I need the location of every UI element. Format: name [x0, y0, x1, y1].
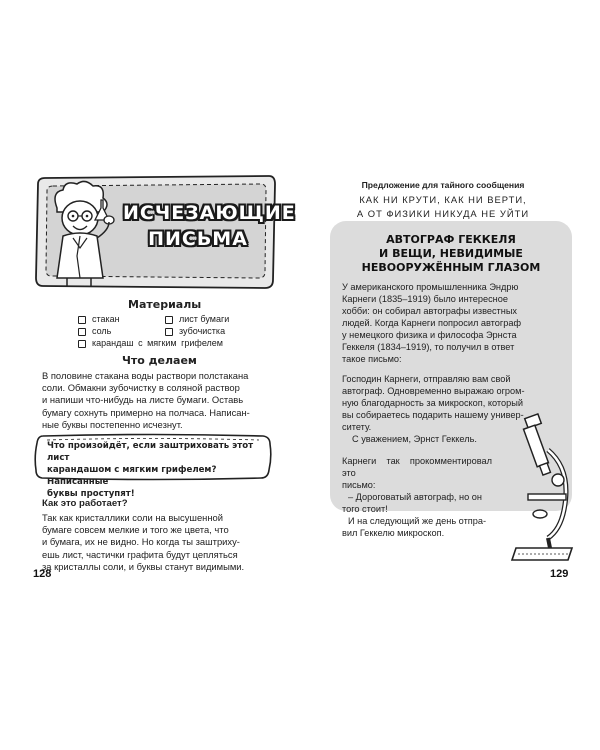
checkbox-icon: [78, 340, 86, 348]
material-label: карандаш с мягким грифелем: [92, 338, 223, 348]
text-line: ную благодарность за микроскоп, который: [342, 398, 523, 408]
phrase-line-1: КАК НИ КРУТИ, КАК НИ ВЕРТИ,: [359, 194, 527, 205]
text-line: и напиши что-нибудь на листе бумаги. Оставь: [42, 394, 244, 406]
text-line: и бумага, их не видно. Но когда ты заштриху-: [42, 536, 240, 548]
page-title: [123, 200, 296, 252]
text-line: карандашом с мягким грифелем? Написанные: [47, 465, 217, 487]
title-banner: [33, 172, 296, 292]
text-line: Геккеля (1834–1919), то получил в ответ: [342, 342, 515, 352]
text-line: людей. Когда Карнеги попросил автограф: [342, 318, 522, 328]
text-line: автограф. Одновременно выражаю огром-: [342, 386, 525, 396]
text-line: бумагу сохнуть примерно на полчаса. Написан-: [42, 406, 250, 418]
checkbox-icon: [78, 316, 86, 324]
text-line: ситету.: [342, 422, 372, 432]
text-line: Господин Карнеги, отправляю вам свой: [342, 374, 511, 384]
checkbox-icon: [165, 316, 173, 324]
material-item: [165, 314, 229, 324]
title-line: И ВЕЩИ, НЕВИДИМЫЕ: [379, 247, 523, 260]
how-heading: Как это работает?: [42, 498, 128, 509]
checkbox-icon: [165, 328, 173, 336]
text-line: Так как кристаллики соли на высушенной: [42, 512, 223, 523]
material-label: лист бумаги: [179, 314, 230, 324]
title-line: НЕВООРУЖЁННЫМ ГЛАЗОМ: [361, 261, 541, 274]
material-label: соль: [92, 326, 112, 336]
phrase-line-2: А ОТ ФИЗИКИ НИКУДА НЕ УЙТИ: [356, 208, 530, 219]
material-item: [78, 314, 120, 324]
text-line: вил Геккелю микроскоп.: [342, 528, 445, 538]
comment-paragraph: [342, 455, 492, 539]
story-paragraph: [342, 281, 560, 365]
page-number-right: 129: [550, 568, 569, 580]
text-line: И на следующий же день отпра-: [348, 516, 487, 526]
text-line: – Дороговатый автограф, но он: [348, 492, 482, 502]
text-line: ешь лист, частички графита будут цепляться: [42, 548, 238, 560]
steps-heading: Что делаем: [122, 354, 197, 367]
text-line: ные буквы постепенно исчезнут.: [42, 418, 183, 430]
text-line: Карнеги так прокомментировал это: [342, 456, 492, 478]
text-line: Карнеги (1835–1919) было интересное: [342, 294, 508, 304]
text-line: за кристаллы соли, и буквы станут видимыми.: [42, 560, 245, 572]
text-line: бумаге совсем мелкие и того же цвета, что: [42, 524, 229, 536]
text-line: Что произойдёт, если заштриховать этот лист: [47, 441, 254, 463]
microscope-illustration: [488, 410, 578, 568]
material-item: [78, 338, 223, 348]
checkbox-icon: [78, 328, 86, 336]
callout-text: [47, 440, 261, 500]
page-number-left: 128: [33, 568, 52, 580]
text-line: такое письмо:: [342, 354, 402, 364]
title-line: АВТОГРАФ ГЕККЕЛЯ: [386, 233, 516, 246]
signature-line: С уважением, Эрнст Геккель.: [352, 434, 477, 444]
info-box-title: [330, 233, 572, 275]
text-line: У американского промышленника Эндрю: [342, 282, 519, 292]
text-line: вы собираетесь подарить нашему универ-: [342, 410, 524, 420]
callout-box: [33, 433, 273, 499]
text-line: соли. Обмакни зубочистку в соляной раствор: [42, 382, 240, 394]
phrase-label: Предложение для тайного сообщения: [361, 180, 525, 190]
title-line-2: ПИСЬМА: [148, 228, 248, 250]
steps-text: [42, 370, 274, 431]
materials-heading: Материалы: [128, 298, 202, 311]
text-line: того стоит!: [342, 504, 388, 514]
title-line-1: ИСЧЕЗАЮЩИЕ: [123, 202, 296, 224]
material-label: зубочистка: [179, 326, 226, 336]
text-line: у немецкого физика и философа Эрнста: [342, 330, 517, 340]
how-text: [42, 512, 274, 573]
material-item: [165, 326, 225, 336]
text-line: В половине стакана воды раствори полстакана: [42, 370, 249, 381]
scientist-illustration: [43, 178, 123, 288]
material-item: [78, 326, 111, 336]
text-line: хобби: он собирал автографы известных: [342, 306, 518, 316]
text-line: буквы проступят!: [47, 489, 135, 499]
material-label: стакан: [92, 314, 120, 324]
text-line: письмо:: [342, 480, 376, 490]
